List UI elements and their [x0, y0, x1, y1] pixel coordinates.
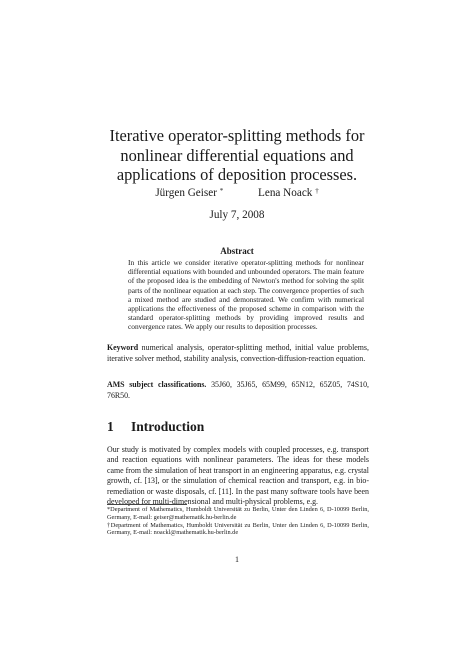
page-number: 1: [235, 555, 239, 564]
section-number: 1: [107, 419, 114, 434]
author-footnote-mark: *: [219, 187, 224, 195]
ams-classification: [107, 380, 369, 401]
paper-date: July 7, 2008: [209, 209, 265, 221]
author-name: Jürgen Geiser: [155, 187, 217, 199]
footnote-divider: [107, 504, 187, 505]
section-title: Introduction: [131, 419, 205, 434]
introduction-text: Our study is motivated by complex models with coupled processes, e.g. transport and reaction equations with nonlinear parameters. The ideas for these models came from the simulation of heat transport in an engineering apparatus, e.g. crystal growth, cf. [13], or the simulation of chemical reaction and transport, e.g. in bio-remediation or waste disposals, cf. [11]. In the past many software tools have been developed for multi-dimensional and multi-physical problems, e.g.: [107, 445, 369, 507]
paper-title: Iterative operator-splitting methods for nonlinear differential equations and applications of deposition processes.: [109, 126, 365, 184]
author-list: [100, 186, 374, 200]
footnote-noack: †Department of Mathematics, Humboldt Universität zu Berlin, Unter den Linden 6, D-10099 Berlin, Germany, E-mail: noackl@mathematik.hu-berlin.de: [107, 521, 369, 537]
abstract-text: In this article we consider iterative operator-splitting methods for nonlinear differential equations with bounded and unbounded operators. The main feature of the proposed idea is the embedding of Newton's method for solving the split parts of the nonlinear equation at each step. The convergence properties of such a mixed method are studied and demonstrated. We confirm with numerical applications the effectiveness of the proposed scheme in comparison with the standard operator-splitting methods by providing improved results and convergence rates. We apply our results to deposition processes.: [128, 258, 364, 332]
section-heading: [107, 419, 369, 435]
footnotes: [107, 506, 369, 537]
keywords-text: numerical analysis, operator-splitting method, initial value problems, iterative solver method, stability analysis, convection-diffusion-reaction equation.: [107, 343, 369, 363]
author-name: Lena Noack: [258, 187, 313, 199]
footnote-geiser: *Department of Mathematics, Humboldt Universität zu Berlin, Unter den Linden 6, D-10099 Berlin, Germany, E-mail: geiser@mathematik.hu-berlin.de: [107, 506, 369, 521]
author-footnote-mark: †: [315, 187, 319, 195]
author-geiser: [155, 186, 223, 200]
keywords-paragraph: [107, 343, 369, 364]
ams-codes: 35J60, 35J65, 65M99, 65N12, 65Z05, 74S10, 76R50.: [107, 380, 370, 400]
abstract-heading: Abstract: [220, 246, 254, 256]
keywords-label: Keyword: [107, 343, 139, 352]
author-noack: [258, 186, 319, 200]
ams-label: AMS subject classifications.: [107, 380, 207, 389]
